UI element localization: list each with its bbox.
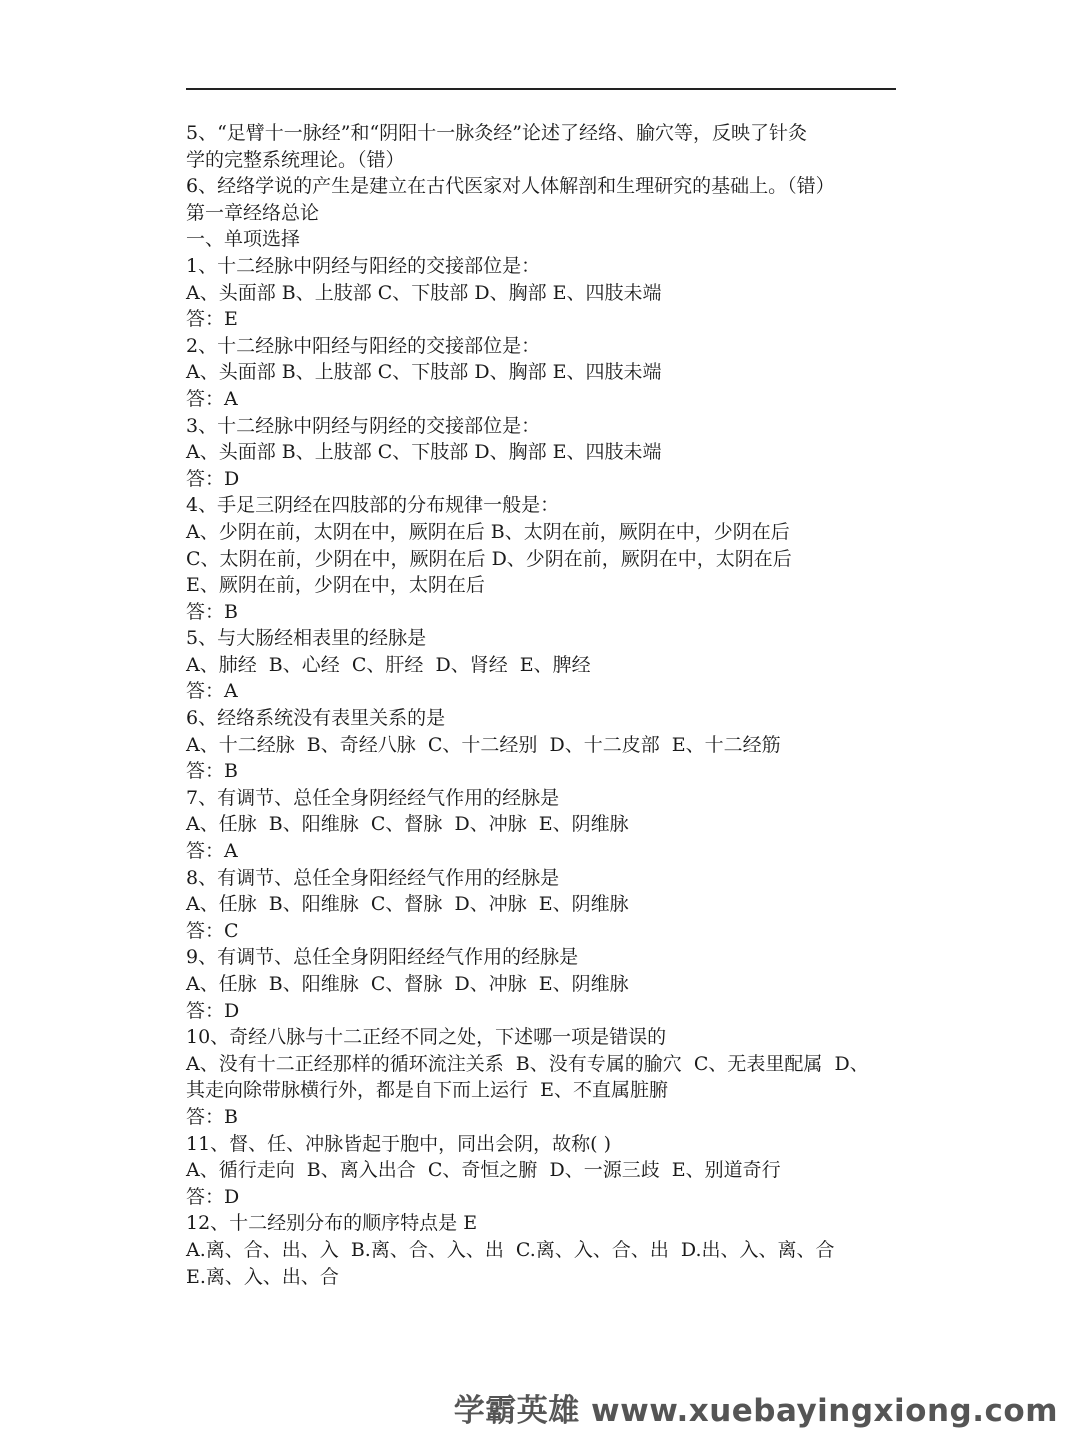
text-line: A、任脉 B、阳维脉 C、督脉 D、冲脉 E、阴维脉 [186,973,629,995]
text-line: 4、手足三阴经在四肢部的分布规律一般是： [186,494,560,517]
text-line: 11、督、任、冲脉皆起于胞中，同出会阴，故称( ) [186,1132,612,1155]
text-line: 第一章经络总论 [186,201,320,224]
text-line: 答：A [186,840,238,863]
text-line: 其走向除带脉横行外，都是自下而上运行 E、不直属脏腑 [186,1079,668,1102]
text-line: 答：D [186,467,240,490]
text-line: A、头面部 B、上肢部 C、下肢部 D、胸部 E、四肢未端 [186,441,662,464]
text-line: 8、有调节、总任全身阳经经气作用的经脉是 [186,866,560,889]
text-line: 学的完整系统理论。（错） [186,148,405,171]
text-line: 12、十二经别分布的顺序特点是 E [186,1212,478,1235]
text-line: A、肺经 B、心经 C、肝经 D、肾经 E、脾经 [186,653,591,676]
text-line: 答：A [186,680,238,703]
text-line: 5、“足臂十一脉经”和“阴阳十一脉灸经”论述了经络、腧穴等，反映了针灸 [186,122,807,144]
text-line: A、任脉 B、阳维脉 C、督脉 D、冲脉 E、阴维脉 [186,893,629,916]
text-line: A、任脉 B、阳维脉 C、督脉 D、冲脉 E、阴维脉 [186,813,629,836]
text-line: 答：B [186,1105,238,1128]
text-line: 1、十二经脉中阴经与阳经的交接部位是： [186,254,541,277]
text-line: 答：D [186,1185,240,1208]
text-line: 答：D [186,999,240,1022]
site-watermark: 学霸英雄 www.xuebayingxiong.com [453,1393,1058,1429]
text-line: 10、奇经八脉与十二正经不同之处，下述哪一项是错误的 [186,1026,667,1049]
document-body [186,120,900,1290]
text-line: A、循行走向 B、离入出合 C、奇恒之腑 D、一源三歧 E、别道奇行 [186,1159,781,1182]
text-line: A、头面部 B、上肢部 C、下肢部 D、胸部 E、四肢未端 [186,281,662,304]
text-line: E.离、入、出、合 [186,1265,339,1288]
header-rule [186,88,896,90]
text-line: 答：C [186,919,239,942]
text-line: 5、与大肠经相表里的经脉是 [186,627,427,650]
text-line: A、没有十二正经那样的循环流注关系 B、没有专属的腧穴 C、无表里配属 D、 [186,1052,869,1075]
text-line: 一、单项选择 [186,228,301,251]
text-line: 7、有调节、总任全身阴经经气作用的经脉是 [186,786,560,809]
text-line: 6、经络学说的产生是建立在古代医家对人体解剖和生理研究的基础上。（错） [186,175,835,198]
text-line: 9、有调节、总任全身阴阳经经气作用的经脉是 [186,946,579,969]
text-line: 答：B [186,760,238,783]
text-line: 2、十二经脉中阳经与阳经的交接部位是： [186,334,541,357]
text-line: 3、十二经脉中阴经与阴经的交接部位是： [186,414,541,437]
text-line: 答：B [186,600,238,623]
text-line: 答：A [186,387,238,410]
text-line: A、十二经脉 B、奇经八脉 C、十二经别 D、十二皮部 E、十二经筋 [186,733,781,756]
text-line: A.离、合、出、入 B.离、合、入、出 C.离、入、合、出 D.出、入、离、合 [186,1238,835,1261]
text-line: C、太阴在前，少阴在中，厥阴在后 D、少阴在前，厥阴在中，太阴在后 [186,547,792,570]
text-line: E、厥阴在前，少阴在中，太阴在后 [186,574,485,597]
text-line: 6、经络系统没有表里关系的是 [186,707,446,730]
text-line: A、少阴在前，太阴在中，厥阴在后 B、太阴在前，厥阴在中，少阴在后 [186,520,790,543]
text-line: A、头面部 B、上肢部 C、下肢部 D、胸部 E、四肢未端 [186,361,662,384]
text-line: 答：E [186,308,238,331]
